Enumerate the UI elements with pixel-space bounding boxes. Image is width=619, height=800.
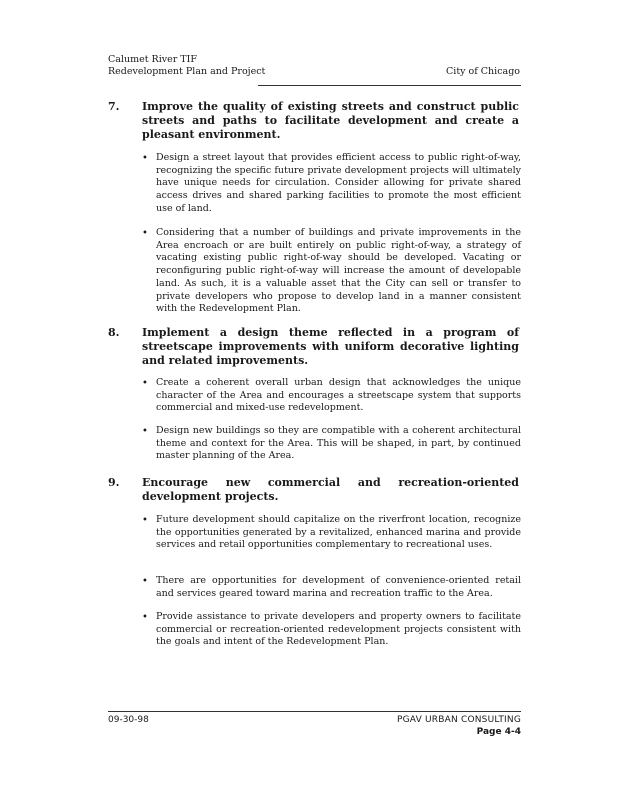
- bullet-dot-icon: •: [142, 378, 148, 389]
- bullet-dot-icon: •: [142, 576, 148, 587]
- objective-title: Implement a design theme reflected in a program of streetscape improvements with uniform decorative lighting and related improvements.: [142, 326, 519, 367]
- footer-divider: [108, 711, 521, 712]
- bullet-dot-icon: •: [142, 426, 148, 437]
- bullet-text: Considering that a number of buildings and private improvements in the Area encroach or are built entirely on public right-of-way, a strategy of vacating existing public right-of-way should be developed. Vacating or reconfiguring public right-of-way will increase the amount of developable land. As such, it is a valuable asset that the City can sell or transfer to private developers who propose to develop land in a manner consistent with the Redevelopment Plan.: [156, 227, 521, 315]
- header-divider: [258, 85, 521, 86]
- bullet-dot-icon: •: [142, 228, 148, 239]
- objective-number: 8.: [108, 326, 120, 339]
- header-city: City of Chicago: [446, 66, 520, 77]
- header-document-title: Redevelopment Plan and Project: [108, 66, 266, 77]
- bullet-text: There are opportunities for development of convenience-oriented retail and services geared toward marina and recreation traffic to the Area.: [156, 575, 521, 599]
- header-project-name: Calumet River TIF: [108, 54, 197, 65]
- bullet-dot-icon: •: [142, 612, 148, 623]
- footer-organization: PGAV URBAN CONSULTING: [397, 715, 521, 725]
- bullet-text: Provide assistance to private developers and property owners to facilitate commercial or recreation-oriented redevelopment projects consistent with the goals and intent of the Redevelopment Plan.: [156, 611, 521, 648]
- bullet-text: Create a coherent overall urban design that acknowledges the unique character of the Area and encourages a streetscape system that supports commercial and mixed-use redevelopment.: [156, 377, 521, 414]
- objective-title: Improve the quality of existing streets and construct public streets and paths to facilitate development and create a pleasant environment.: [142, 100, 519, 141]
- bullet-text: Future development should capitalize on the riverfront location, recognize the opportunities generated by a revitalized, enhanced marina and provide services and retail opportunities complementary to recreational uses.: [156, 514, 521, 551]
- footer-date: 09-30-98: [108, 715, 149, 725]
- bullet-text: Design new buildings so they are compatible with a coherent architectural theme and context for the Area. This will be shaped, in part, by continued master planning of the Area.: [156, 425, 521, 462]
- bullet-text: Design a street layout that provides efficient access to public right-of-way, recognizing the specific future private development projects will ultimately have unique needs for circulation. Consider allowing for private shared access drives and shared parking facilities to promote the most efficient use of land.: [156, 152, 521, 214]
- objective-number: 7.: [108, 100, 120, 113]
- objective-number: 9.: [108, 476, 120, 489]
- objective-title: Encourage new commercial and recreation-oriented development projects.: [142, 476, 519, 503]
- page-number: Page 4-4: [476, 727, 521, 737]
- bullet-dot-icon: •: [142, 515, 148, 526]
- bullet-dot-icon: •: [142, 153, 148, 164]
- header-left: [108, 54, 265, 78]
